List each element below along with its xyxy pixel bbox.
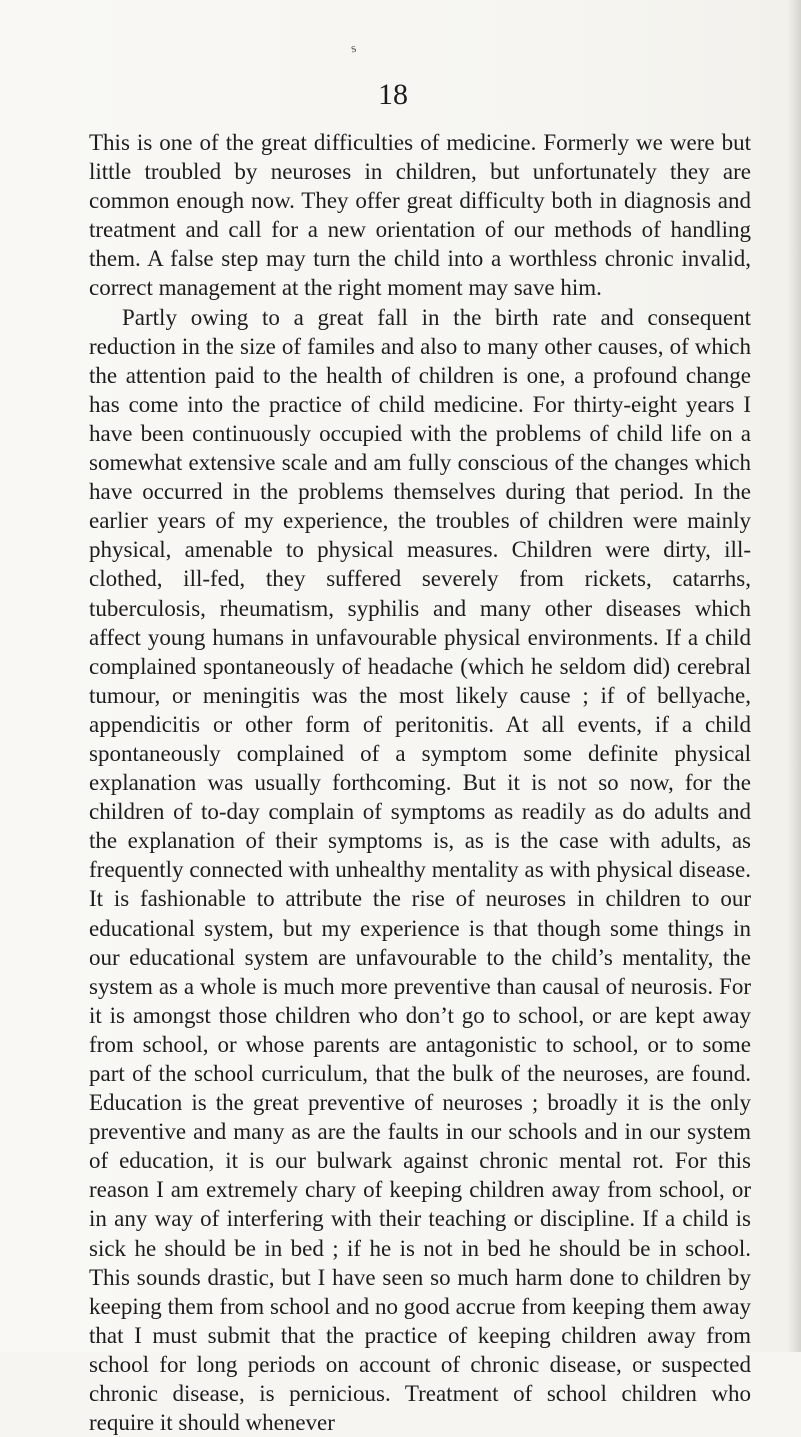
paragraph-2: Partly owing to a great fall in the birth rate and consequent reduction in the size of familes and also to many other causes, of which the attention paid to the health of children is one, a profound change has come into the practice of child medicine. For thirty-eight years I have been continuously occupied with the problems of child life on a somewhat extensive scale and am fully conscious of the changes which have occurred in the problems themselves during that period. In the earlier years of my experience, the troubles of children were mainly physical, amenable to physical measures. Children were dirty, ill-clothed, ill-fed, they suffered severely from rickets, catarrhs, tuberculosis, rheumatism, syphilis and many other diseases which affect young humans in unfavourable physical environments. If a child complained spontaneously of headache (which he seldom did) cerebral tumour, or meningitis was the most likely cause ; if of bellyache, appendicitis or other form of peritonitis. At all events, if a child spontaneously complained of a symptom some definite physical explanation was usually forthcoming. But it is not so now, for the children of to-day complain of symptoms as readily as do adults and the explanation of their symptoms is, as is the case with adults, as frequently connected with unhealthy mentality as with physical disease. It is fashionable to attribute the rise of neuroses in children to our educational system, but my experience is that though some things in our educational system are unfavourable to the child’s mentality, the system as a whole is much more preventive than causal of neurosis. For it is amongst those children who don’t go to school, or are kept away from school, or whose parents are antagonistic to school, or to some part of the school curriculum, that the bulk of the neuroses, are found. Education is the great preventive of neuroses ; broadly it is the only preventive and many as are the faults in our schools and in our system of education, it is our bulwark against chronic mental rot. For this reason I am extremely chary of keeping children away from school, or in any way of interfering with their teaching or discipline. If a child is sick he should be in bed ; if he is not in bed he should be in school. This sounds drastic, but I have seen so much harm done to children by keeping them from school and no good accrue from keeping them away that I must submit that the practice of keeping children away from school for long periods on account of chronic disease, or suspected chronic disease, is pernicious. Treatment of school children who require it should whenever xyxy=(89,304,751,1436)
stray-mark: s xyxy=(349,39,358,56)
page-edge-shadow xyxy=(787,0,801,1352)
paragraph-1: This is one of the great difficulties of medicine. Formerly we were but little troubled by neuroses in children, but unfortunately they are common enough now. They offer great difficulty both in diagnosis and treatment and call for a new orientation of our methods of handling them. A false step may turn the child into a worthless chronic invalid, correct management at the right moment may save him. xyxy=(89,130,751,301)
page-number: 18 xyxy=(378,78,408,111)
body-text xyxy=(89,128,751,1437)
